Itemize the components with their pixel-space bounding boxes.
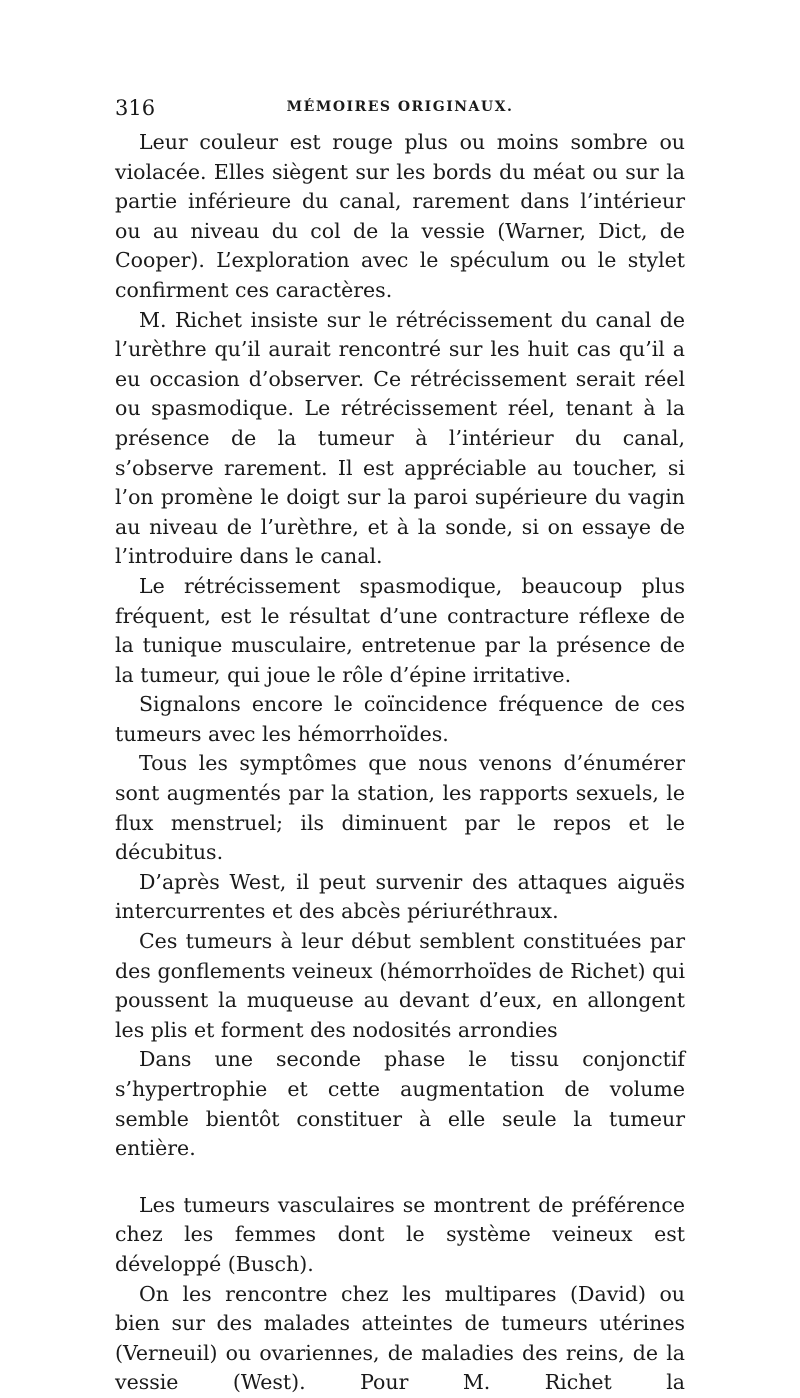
paragraph: Ces tumeurs à leur début semblent constituées par des gonflements veineux (hémorrhoïdes de Richet) qui poussent la muqueuse au devant d’eux, en allongent les plis et forment des nodosités arrondies (115, 929, 685, 1042)
running-title: MÉMOIRES ORIGINAUX. (286, 99, 514, 115)
paragraph: Les tumeurs vasculaires se montrent de préférence chez les femmes dont le système veineux est développé (Busch). (115, 1192, 685, 1276)
running-head (115, 96, 685, 122)
paragraph: Dans une seconde phase le tissu conjonctif s’hypertrophie et cette augmentation de volume semble bientôt constituer à elle seule la tumeur entière. (115, 1047, 685, 1161)
paragraph: Signalons encore le coïncidence fréquence de ces tumeurs avec les hémorrhoïdes. (115, 692, 685, 746)
body-text (115, 128, 685, 1398)
paragraph: M. Richet insiste sur le rétrécissement du canal de l’urèthre qu’il aurait rencontré sur les huit cas qu’il a eu occasion d’observer. Ce rétrécissement serait réel ou spasmodique. Le rétrécissement réel, tenant à la présence de la tumeur à l’intérieur du canal, s’observe rarement. Il est appréciable au toucher, si l’on promène le doigt sur la paroi supérieure du vagin au niveau de l’urèthre, et à la sonde, si on essaye de l’introduire dans le canal. (115, 307, 685, 569)
book-page (115, 96, 685, 1398)
paragraph: Tous les symptômes que nous venons d’énumérer sont augmentés par la station, les rapports sexuels, le flux menstruel; ils diminuent par le repos et le décubitus. (115, 751, 685, 865)
paragraph: Leur couleur est rouge plus ou moins sombre ou violacée. Elles siègent sur les bords du méat ou sur la partie inférieure du canal, rarement dans l’intérieur ou au niveau du col de la vessie (Warner, Dict, de Cooper). L’exploration avec le spéculum ou le stylet confirment ces caractères. (115, 130, 685, 302)
paragraph: Le rétrécissement spasmodique, beaucoup plus fréquent, est le résultat d’une contracture réflexe de la tunique musculaire, entretenue par la présence de la tumeur, qui joue le rôle d’épine irritative. (115, 573, 685, 687)
paragraph: On les rencontre chez les multipares (David) ou bien sur des malades atteintes de tumeurs utérines (Verneuil) ou ovariennes, de maladies des reins, de la vessie (West). Pour M. Richet la (115, 1281, 685, 1395)
page-number: 316 (115, 96, 156, 120)
paragraph: D’après West, il peut survenir des attaques aiguës intercurrentes et des abcès périuréthraux. (115, 869, 685, 924)
